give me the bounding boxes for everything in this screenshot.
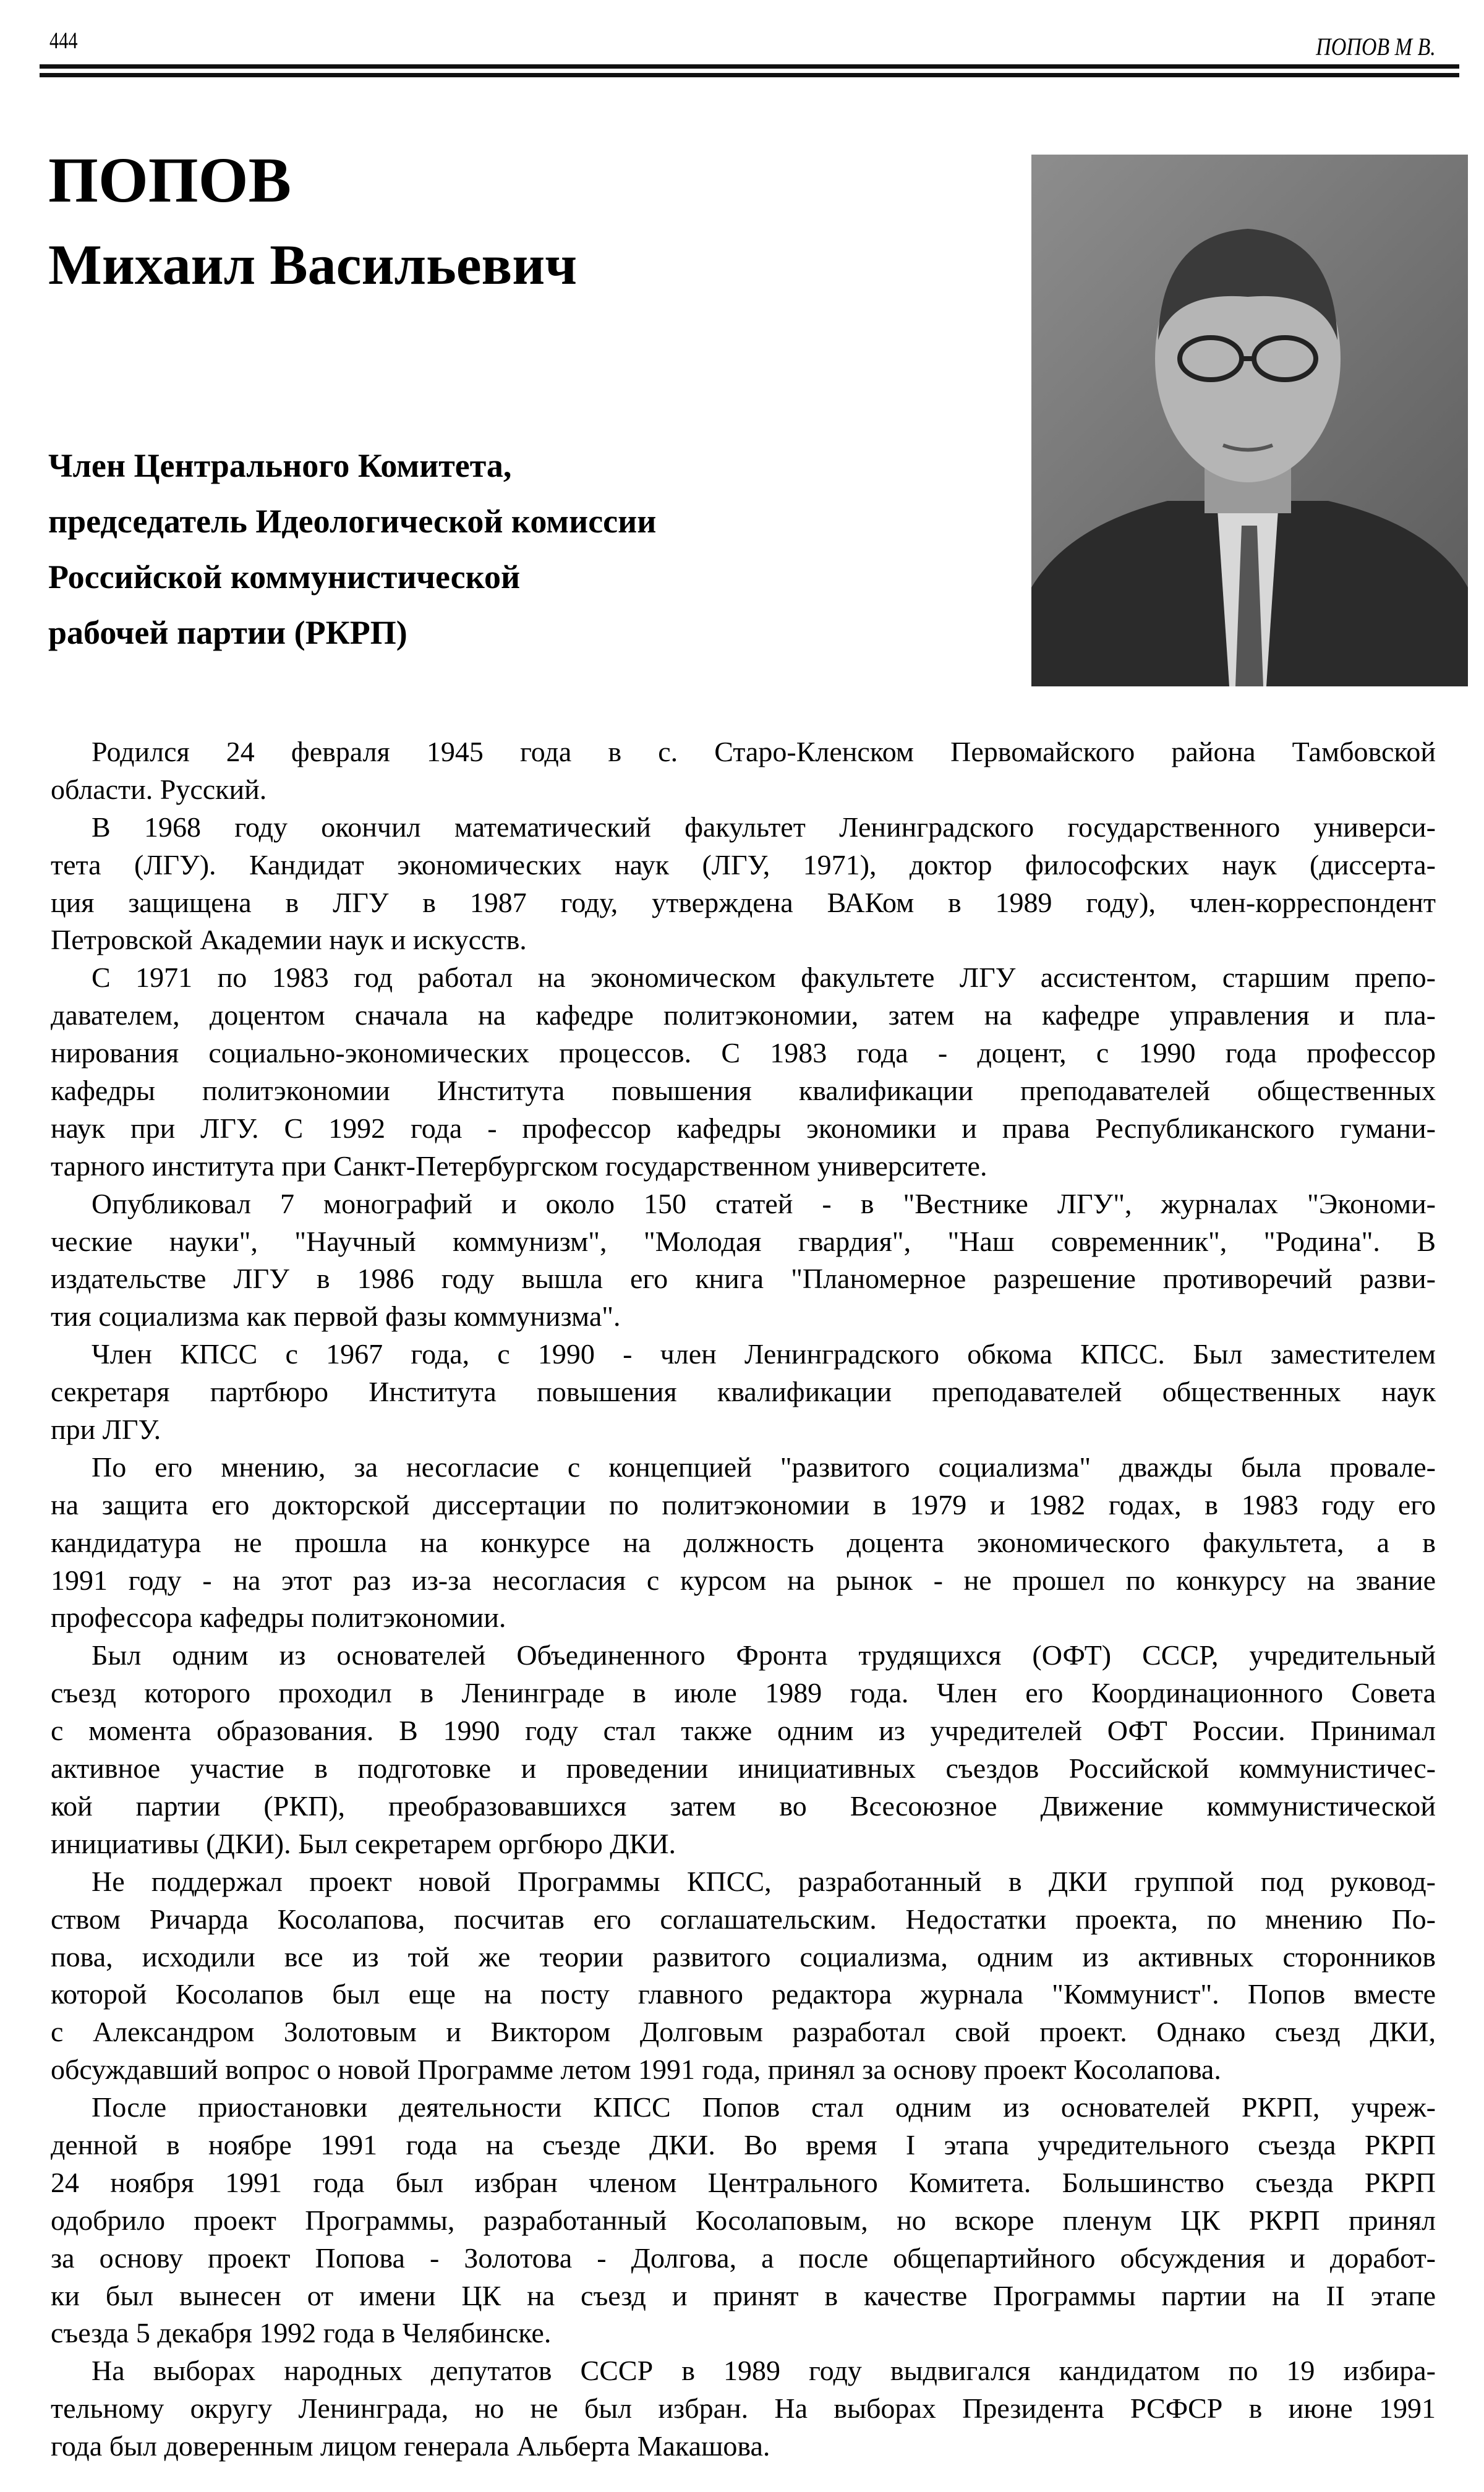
text-line: за основу проект Попова - Золотова - Долгова, а после общепартийного обсуждения и доработ-	[51, 2242, 1436, 2274]
subtitle-line: Член Центрального Комитета,	[48, 447, 512, 484]
text-line: кой партии (РКП), преобразовавшихся затем во Всесоюзное Движение коммунистической	[51, 1790, 1436, 1822]
text-line: наук при ЛГУ. С 1992 года - профессор кафедры экономики и права Республиканского гумани-	[51, 1112, 1436, 1144]
text-line: съезда 5 декабря 1992 года в Челябинске.	[51, 2317, 552, 2349]
text-line: инициативы (ДКИ). Был секретарем оргбюро ДКИ.	[51, 1827, 676, 1859]
text-line: при ЛГУ.	[51, 1414, 161, 1446]
text-line: на защита его докторской диссертации по политэкономии в 1979 и 1982 годах, в 1983 году его	[51, 1488, 1436, 1521]
paragraph	[51, 1449, 1436, 1637]
text-line: активное участие в подготовке и проведении инициативных съездов Российской коммунистичес-	[51, 1752, 1436, 1785]
subtitle-line: Российской коммунистической	[48, 558, 521, 595]
text-line: 1991 году - на этот раз из-за несогласия с курсом на рынок - не прошел по конкурсу на звание	[51, 1564, 1436, 1596]
paragraph	[51, 959, 1436, 1185]
text-line: Член КПСС с 1967 года, с 1990 - член Ленинградского обкома КПСС. Был заместителем	[92, 1338, 1436, 1370]
text-line: денной в ноябре 1991 года на съезде ДКИ. Во время I этапа учредительного съезда РКРП	[51, 2128, 1436, 2161]
text-line: Родился 24 февраля 1945 года в с. Старо-Кленском Первомайского района Тамбовской	[92, 736, 1436, 767]
text-line: ция защищена в ЛГУ в 1987 году, утверждена ВАКом в 1989 году), член-корреспондент	[51, 886, 1436, 918]
subtitle-line: председатель Идеологической комиссии	[48, 503, 657, 540]
biography-text	[51, 733, 1436, 2465]
page-number: 444	[49, 28, 78, 54]
text-line: Петровской Академии наук и искусств.	[51, 924, 527, 956]
text-line: После приостановки деятельности КПСС Попов стал одним из основателей РКРП, учреж-	[92, 2091, 1436, 2123]
text-line: Опубликовал 7 монографий и около 150 статей - в "Вестнике ЛГУ", журналах "Экономи-	[92, 1187, 1436, 1219]
text-line: с Александром Золотовым и Виктором Долговым разработал свой проект. Однако съезд ДКИ,	[51, 2016, 1436, 2048]
text-line: обсуждавший вопрос о новой Программе летом 1991 года, принял за основу проект Косолапова.	[51, 2054, 1221, 2086]
running-head: ПОПОВ М В.	[1316, 33, 1436, 61]
header-rule-bottom	[40, 73, 1459, 77]
text-line: профессора кафедры политэкономии.	[51, 1602, 506, 1634]
text-line: По его мнению, за несогласие с концепцией "развитого социализма" дважды была провале-	[92, 1451, 1436, 1483]
portrait-silhouette-icon	[1031, 155, 1468, 686]
surname-heading: ПОПОВ	[48, 145, 291, 216]
paragraph	[51, 809, 1436, 960]
text-line: которой Косолапов был еще на посту главного редактора журнала "Коммунист". Попов вместе	[51, 1978, 1436, 2010]
text-line: тельному округу Ленинграда, но не был избран. На выборах Президента РСФСР в июне 1991	[51, 2392, 1436, 2425]
text-line: С 1971 по 1983 год работал на экономическом факультете ЛГУ ассистентом, старшим препо-	[92, 962, 1436, 994]
text-line: года был доверенным лицом генерала Альберта Макашова.	[51, 2430, 770, 2462]
portrait-photo	[1031, 155, 1468, 686]
text-line: кандидатура не прошла на конкурсе на должность доцента экономического факультета, а в	[51, 1526, 1436, 1558]
paragraph	[51, 733, 1436, 809]
text-line: секретаря партбюро Института повышения квалификации преподавателей общественных наук	[51, 1376, 1436, 1408]
text-line: В 1968 году окончил математический факультет Ленинградского государственного универси-	[92, 811, 1436, 843]
paragraph	[51, 2352, 1436, 2465]
text-line: пова, исходили все из той же теории развитого социализма, одним из активных сторонников	[51, 1940, 1436, 1973]
text-line: Не поддержал проект новой Программы КПСС, разработанный в ДКИ группой под руковод-	[92, 1865, 1436, 1897]
header-rule-top	[40, 64, 1459, 69]
text-line: Был одним из основателей Объединенного Фронта трудящихся (ОФТ) СССР, учредительный	[92, 1639, 1436, 1671]
text-line: тия социализма как первой фазы коммунизма".	[51, 1300, 621, 1333]
text-line: давателем, доцентом сначала на кафедре политэкономии, затем на кафедре управления и пла-	[51, 999, 1436, 1031]
text-line: области. Русский.	[51, 773, 267, 805]
position-subtitle	[48, 438, 656, 660]
text-line: 24 ноября 1991 года был избран членом Центрального Комитета. Большинство съезда РКРП	[51, 2166, 1436, 2198]
paragraph	[51, 1863, 1436, 2089]
given-names-heading: Михаил Васильевич	[48, 233, 578, 296]
paragraph	[51, 2089, 1436, 2352]
text-line: с момента образования. В 1990 году стал также одним из учредителей ОФТ России. Принимал	[51, 1715, 1436, 1747]
paragraph	[51, 1336, 1436, 1449]
text-line: тарного института при Санкт-Петербургском государственном университете.	[51, 1150, 987, 1182]
text-line: нирования социально-экономических процессов. С 1983 года - доцент, с 1990 года профессор	[51, 1037, 1436, 1069]
text-line: съезд которого проходил в Ленинграде в июле 1989 года. Член его Координационного Совета	[51, 1677, 1436, 1709]
text-line: ческие науки", "Научный коммунизм", "Молодая гвардия", "Наш современник", "Родина". В	[51, 1225, 1436, 1257]
text-line: издательстве ЛГУ в 1986 году вышла его книга "Планомерное разрешение противоречий разви-	[51, 1263, 1436, 1295]
text-line: кафедры политэкономии Института повышения квалификации преподавателей общественных	[51, 1075, 1436, 1107]
paragraph	[51, 1185, 1436, 1336]
subtitle-line: рабочей партии (РКРП)	[48, 614, 407, 651]
text-line: одобрило проект Программы, разработанный Косолаповым, но вскоре пленум ЦК РКРП принял	[51, 2204, 1436, 2236]
text-line: тета (ЛГУ). Кандидат экономических наук (ЛГУ, 1971), доктор философских наук (диссерта-	[51, 848, 1436, 881]
paragraph	[51, 1637, 1436, 1863]
text-line: ством Ричарда Косолапова, посчитав его соглашательским. Недостатки проекта, по мнению По-	[51, 1903, 1436, 1935]
text-line: ки был вынесен от имени ЦК на съезд и принят в качестве Программы партии на II этапе	[51, 2279, 1436, 2311]
text-line: На выборах народных депутатов СССР в 1989 году выдвигался кандидатом по 19 избира-	[92, 2355, 1436, 2387]
